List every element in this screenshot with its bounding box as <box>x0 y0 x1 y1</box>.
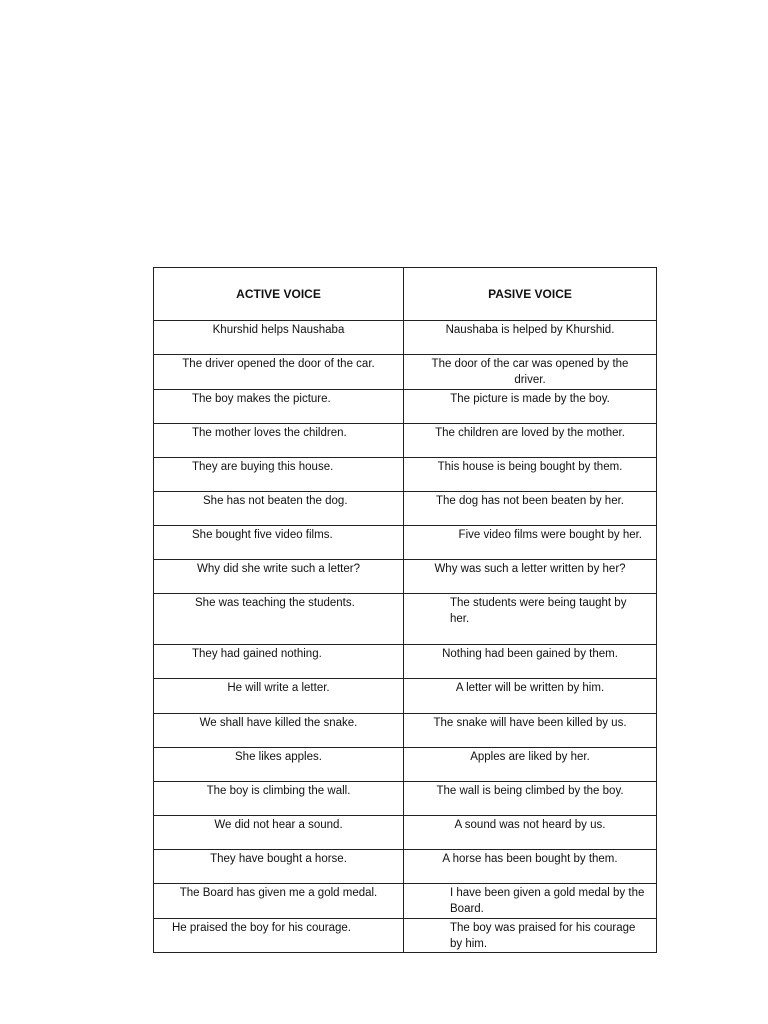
active-sentence: The mother loves the children. <box>192 427 347 439</box>
passive-sentence: Apples are liked by her. <box>470 751 590 763</box>
passive-voice-cell <box>404 816 657 850</box>
active-voice-cell <box>154 424 404 458</box>
passive-sentence: The boy was praised for his courage by him. <box>450 922 636 950</box>
passive-sentence: The wall is being climbed by the boy. <box>436 785 624 797</box>
passive-sentence: The snake will have been killed by us. <box>433 717 627 729</box>
active-voice-header: ACTIVE VOICE <box>154 268 404 321</box>
passive-voice-cell <box>404 458 657 492</box>
table-row <box>154 782 657 816</box>
active-sentence: The Board has given me a gold medal. <box>179 887 378 899</box>
table-row <box>154 919 657 953</box>
active-sentence: She has not beaten the dog. <box>203 495 348 507</box>
passive-sentence: The children are loved by the mother. <box>435 427 625 439</box>
passive-sentence: The dog has not been beaten by her. <box>436 495 624 507</box>
passive-voice-cell <box>404 594 657 645</box>
active-voice-cell <box>154 884 404 919</box>
active-sentence: She likes apples. <box>235 751 322 763</box>
table-row <box>154 816 657 850</box>
active-sentence: The boy makes the picture. <box>192 393 331 405</box>
active-sentence: The boy is climbing the wall. <box>206 785 351 797</box>
passive-voice-cell <box>404 714 657 748</box>
passive-sentence: The door of the car was opened by the driver. <box>431 358 629 386</box>
active-voice-cell <box>154 492 404 526</box>
table-row <box>154 714 657 748</box>
passive-sentence: The students were being taught by her. <box>450 597 627 625</box>
active-voice-cell <box>154 390 404 424</box>
active-voice-cell <box>154 594 404 645</box>
active-voice-cell <box>154 355 404 390</box>
active-sentence: We did not hear a sound. <box>214 819 343 831</box>
active-voice-cell <box>154 321 404 355</box>
table-row <box>154 594 657 645</box>
active-voice-cell <box>154 458 404 492</box>
passive-voice-cell <box>404 850 657 884</box>
active-sentence: She bought five video films. <box>192 529 333 541</box>
table-row <box>154 679 657 714</box>
table-row <box>154 321 657 355</box>
passive-sentence: A horse has been bought by them. <box>442 853 618 865</box>
passive-voice-cell <box>404 884 657 919</box>
passive-voice-cell <box>404 748 657 782</box>
table-row <box>154 645 657 679</box>
active-voice-cell <box>154 816 404 850</box>
active-sentence: They are buying this house. <box>192 461 334 473</box>
passive-voice-cell <box>404 645 657 679</box>
passive-voice-cell <box>404 321 657 355</box>
active-voice-cell <box>154 748 404 782</box>
active-sentence: They have bought a horse. <box>210 853 347 865</box>
table-header-row <box>154 268 657 321</box>
active-voice-cell <box>154 850 404 884</box>
table-row <box>154 390 657 424</box>
passive-voice-cell <box>404 919 657 953</box>
active-sentence: The driver opened the door of the car. <box>182 358 375 370</box>
passive-voice-cell <box>404 355 657 390</box>
active-voice-cell <box>154 919 404 953</box>
active-sentence: Khurshid helps Naushaba <box>212 324 345 336</box>
table-row <box>154 560 657 594</box>
passive-sentence: This house is being bought by them. <box>437 461 623 473</box>
table-row <box>154 424 657 458</box>
table-row <box>154 355 657 390</box>
table-row <box>154 884 657 919</box>
passive-sentence: Nothing had been gained by them. <box>442 648 618 660</box>
active-voice-cell <box>154 560 404 594</box>
table-row <box>154 850 657 884</box>
passive-voice-cell <box>404 492 657 526</box>
active-sentence: He will write a letter. <box>227 682 330 694</box>
passive-voice-cell <box>404 526 657 560</box>
passive-sentence: Five video films were bought by her. <box>458 529 642 541</box>
active-voice-cell <box>154 679 404 714</box>
passive-sentence: I have been given a gold medal by the Board. <box>450 887 645 915</box>
passive-sentence: A sound was not heard by us. <box>454 819 606 831</box>
passive-voice-cell <box>404 560 657 594</box>
passive-sentence: Naushaba is helped by Khurshid. <box>445 324 615 336</box>
active-voice-cell <box>154 714 404 748</box>
passive-voice-cell <box>404 424 657 458</box>
passive-sentence: Why was such a letter written by her? <box>434 563 626 575</box>
passive-sentence: A letter will be written by him. <box>455 682 605 694</box>
active-sentence: He praised the boy for his courage. <box>172 922 351 934</box>
active-voice-cell <box>154 645 404 679</box>
voice-conversion-table <box>153 267 657 953</box>
active-sentence: Why did she write such a letter? <box>197 563 360 575</box>
active-sentence: They had gained nothing. <box>192 648 322 660</box>
table-row <box>154 748 657 782</box>
active-sentence: She was teaching the students. <box>195 597 355 609</box>
passive-sentence: The picture is made by the boy. <box>450 393 610 405</box>
table-row <box>154 492 657 526</box>
active-voice-cell <box>154 526 404 560</box>
active-voice-cell <box>154 782 404 816</box>
passive-voice-cell <box>404 390 657 424</box>
table-row <box>154 526 657 560</box>
passive-voice-header: PASIVE VOICE <box>404 268 657 321</box>
passive-voice-cell <box>404 679 657 714</box>
active-sentence: We shall have killed the snake. <box>199 717 358 729</box>
table-row <box>154 458 657 492</box>
passive-voice-cell <box>404 782 657 816</box>
